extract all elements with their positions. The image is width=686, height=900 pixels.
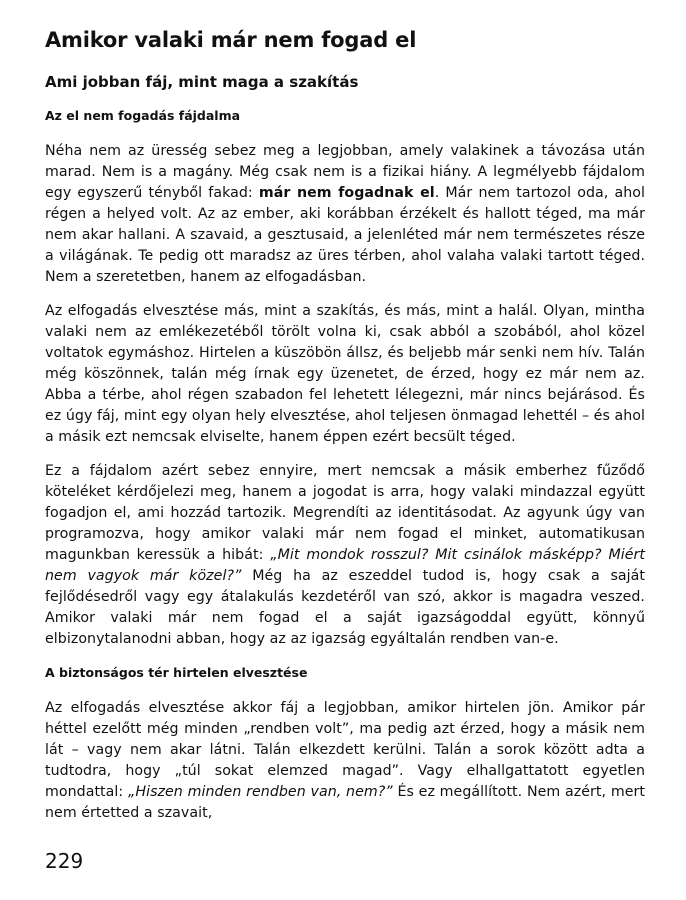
paragraph-1-text-a: Néha nem az üresség sebez meg a legjobban, amely valakinek a távozása után marad. Nem is a magány. Még csak nem is a fizikai hiány. A legmélyebb fájdalom egy egyszerű tényből fakad:	[45, 143, 645, 201]
paragraph-1-text-b: . Már nem tartozol oda, ahol régen a helyed volt. Az az ember, aki korábban érzékelt és hallott téged, ma már nem akar hallani. A szavaid, a gesztusaid, a jelenléted már nem természetes része a világának. Te pedig ott maradsz az üres térben, ahol valaha valaki tartott téged. Nem a szeretetben, hanem az elfogadásban.	[45, 185, 645, 285]
page-number: 229	[45, 849, 84, 873]
paragraph-3-italic-quote: „Mit mondok rosszul? Mit csinálok másképp? Miért nem vagyok már közel?”	[45, 547, 645, 584]
section-heading-1: Az el nem fogadás fájdalma	[45, 108, 241, 123]
page-subtitle: Ami jobban fáj, mint maga a szakítás	[45, 73, 359, 91]
paragraph-1	[45, 141, 645, 288]
paragraph-2: Az elfogadás elvesztése más, mint a szakítás, és más, mint a halál. Olyan, mintha valaki nem az emlékezetéből törölt volna ki, csak abból a szobából, ahol közel voltatok egymáshoz. Hirtelen a küszöbön állsz, és beljebb már senki nem hív. Talán még köszönnek, talán még írnak egy üzenetet, de érzed, hogy ez már nem az. Abba a térbe, ahol régen szabadon fel lehetett lélegezni, már nincs bejárásod. És ez úgy fáj, mint egy olyan hely elvesztése, ahol teljesen önmagad lehettél – és ahol a másik ezt nemcsak elviselte, hanem éppen ezért becsült téged.	[45, 303, 645, 445]
paragraph-4-text-a: Az elfogadás elvesztése akkor fáj a legjobban, amikor hirtelen jön. Amikor pár héttel ezelőtt még minden „rendben volt”, ma pedig azt érzed, hogy a másik nem lát – vagy nem akar látni. Talán elkezdett kerülni. Talán a sorok között adta a tudtodra, hogy „túl sokat elemzed magad”. Vagy elhallgattatott egyetlen mondattal:	[45, 700, 645, 800]
document-page	[45, 26, 645, 824]
paragraph-3-text-a: Ez a fájdalom azért sebez ennyire, mert nemcsak a másik emberhez fűződő köteléket kérdőjelezi meg, hanem a jogodat is arra, hogy valaki mindazzal együtt fogadjon el, ami hozzád tartozik. Megrendíti az identitásodat. Az agyunk úgy van programozva, hogy amikor valaki már nem fogad el minket, automatikusan magunkban keressük a hibát:	[45, 463, 645, 563]
page-title: Amikor valaki már nem fogad el	[45, 28, 417, 52]
paragraph-3-text-b: Még ha az eszeddel tudod is, hogy csak a saját fejlődésedről vagy egy átalakulás kezdetéről van szó, akkor is magadra veszed. Amikor valaki már nem fogad el a saját igazságoddal együtt, könnyű elbizonytalanodni abban, hogy az az igazság egyáltalán rendben van-e.	[45, 568, 645, 647]
section-heading-2: A biztonságos tér hirtelen elvesztése	[45, 665, 308, 680]
paragraph-4-italic-quote: „Hiszen minden rendben van, nem?”	[127, 784, 393, 800]
paragraph-4	[45, 698, 645, 824]
paragraph-1-bold: már nem fogadnak el	[258, 185, 435, 201]
paragraph-3	[45, 461, 645, 650]
paragraph-4-text-b: És ez megállított. Nem azért, mert nem értetted a szavait,	[45, 784, 645, 821]
